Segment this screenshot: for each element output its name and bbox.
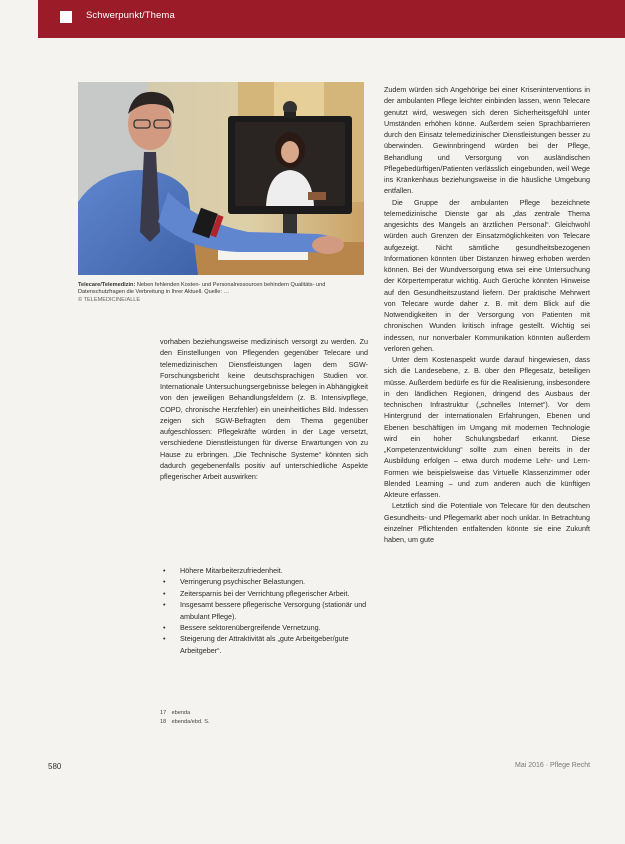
footnote-text: ebenda xyxy=(171,710,191,716)
paragraph: Letztlich sind die Potentiale von Telecare für den deutschen Gesundheits- und Pflegemarkt aber noch unklar. In Betrachtung einzelner Pflichtenden entfaltenden könnte sie eine Zukunft haben, um gute xyxy=(384,501,590,544)
footnote-number: 18 xyxy=(160,719,167,725)
telemedicine-photo xyxy=(78,82,364,275)
paragraph: Unter dem Kostenaspekt wurde darauf hingewiesen, dass sich die Landesebene, z. B. über den Pflegesatz, beteiligen müsse. Außerdem bedürfe es für die Realisierung, insbesondere in den ländlichen Regionen, dringend des Ausbaus der technischen Infrastruktur („schnelles Internet“). Vor dem Hintergrund der internationalen Erfahrungen, Ebenen und Ebenen beschäftigen im Umgang mit modernen Technologie wird ein hoher Schulungsbedarf erkannt. Diese „Kompetenzentwicklung“ sollte zum einen bereits in der Ausbildung erfolgen – etwa durch moderne Lehr- und Lern-Formen wie beispielsweise das Virtuelle Klassenzimmer oder Blended Learning – und zum anderen auch die künftigen Akteure erfassen. xyxy=(384,355,590,499)
footnote-text: ebenda/ebd. S. xyxy=(171,719,210,725)
journal-name: Mai 2016 · Pflege Recht xyxy=(515,762,591,769)
footnote xyxy=(160,709,210,718)
photo-caption xyxy=(78,282,368,304)
article-photo xyxy=(78,82,364,275)
footnote-number: 17 xyxy=(160,710,167,716)
header-square-icon xyxy=(60,11,72,23)
page-number: 580 xyxy=(48,762,62,771)
list-item: • Verringerung psychischer Belastungen. xyxy=(160,576,368,587)
photo-credit: © TELEMEDICINE/ALLE xyxy=(78,296,141,303)
right-column xyxy=(384,84,590,545)
paragraph: Die Gruppe der ambulanten Pflege bezeichnete telemedizinische Dienste gar als „das zentrale Thema angesichts des Mangels an ärztlichen Personal“. Gleichwohl würden auch Grenzen der Einsatzmöglichkeiten von Telecare aufgezeigt. Nicht sämtliche gesundheitsbezogenen Informationen könnten über Distanzen hinweg erhoben werden können. Bei der Wundversorgung etwa sei eine Untersuchung der Körpertemperatur wichtig. Auch Gerüche könnten Hinweise auf den Gesundheitszustand liefern. Der praktische Mehrwert von Telecare wurde daher z. B. mit dem Blick auf die Notwendigkeiten in der Versorgung von Patienten mit chronischen Wunden kritisch infrage gestellt. Wichtig sei indessen, nur nonverbaler Kommunikation könnten außerdem verloren gehen. xyxy=(384,197,590,353)
section-title: Schwerpunkt/Thema xyxy=(86,10,175,21)
caption-text: Neben fehlenden Kosten- und Personalressourcen behindern Qualitäts- und Datenschutzfragen die Verbreitung in Ihrer Aktuell. Quelle: … xyxy=(78,282,326,296)
left-column xyxy=(160,336,368,482)
list-item: • Höhere Mitarbeiterzufriedenheit. xyxy=(160,565,368,576)
list-item: • Insgesamt bessere pflegerische Versorgung (stationär und ambulant Pflege). xyxy=(160,599,368,622)
list-item: • Zeitersparnis bei der Verrichtung pflegerischer Arbeit. xyxy=(160,588,368,599)
list-item: • Bessere sektorenübergreifende Vernetzung. xyxy=(160,622,368,633)
paragraph: Zudem würden sich Angehörige bei einer Kriseninterventions in der ambulanten Pflege leichter einbinden lassen, wenn Telecare genutzt wird, weswegen sich deren Sicherheitsgefühl unter Umständen erhöhen könne. Außerdem seien Sprachbarrieren durch den Einsatz telemedizinischer Dienstleistungen besser zu überwinden. Gewinnbringend würden bei der Pflege, Behandlung und Versorgung von ausländischen Pflegebedürftigen/Patienten verlässlich eingebunden, weil Wege ins Krankenhaus beziehungsweise in die häusliche Umgebung entfallen. xyxy=(384,85,590,196)
footnote xyxy=(160,718,210,727)
paragraph: vorhaben beziehungsweise medizinisch versorgt zu werden. Zu den Einstellungen von Pflegenden gegenüber Telecare und telemedizinischen Dienstleistungen lagen dem SGW-Forschungsbericht keine deutschsprachigen Studien vor. Internationale Untersuchungsergebnisse belegen in Abhängigkeit von den jeweiligen Behandlungsfeldern (z. B. Intensivpflege, COPD, chronische Herzfehler) ein uneinheitliches Bild. Indessen zeigen sich SGW-Befragten dem Thema gegenüber aufgeschlossen: Pflegekräfte würden in der Lage versetzt, verschiedene Dienstleistungen für diverse Erwartungen von zu Hause zu erbringen. „Die Technische Systeme“ könnten sich dadurch gegebenenfalls positiv auf unterschiedliche Aspekte pflegerischer Arbeit auswirken: xyxy=(160,337,368,481)
footnotes xyxy=(160,709,210,727)
list-item: • Steigerung der Attraktivität als „gute Arbeitgeber/gute Arbeitgeber“. xyxy=(160,633,368,656)
caption-title: Telecare/Telemedizin: xyxy=(78,282,136,288)
benefits-list xyxy=(160,565,368,656)
